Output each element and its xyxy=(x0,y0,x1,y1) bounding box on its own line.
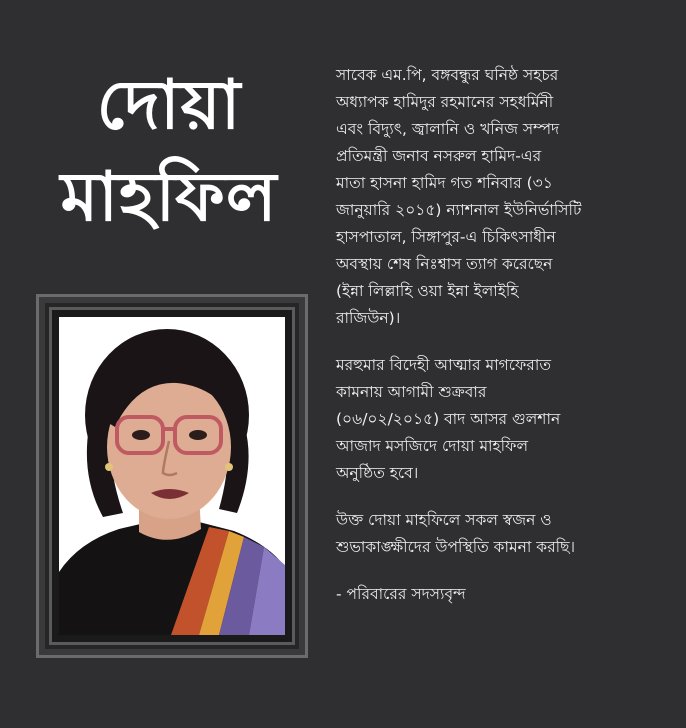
text-line: অনুষ্ঠিত হবে। xyxy=(336,464,419,482)
title-line-2: মাহফিল xyxy=(60,158,278,237)
text-line: (০৬/০২/২০১৫) বাদ আসর গুলশান xyxy=(336,410,561,428)
text-line: কামনায় আগামী শুক্রবার xyxy=(336,383,487,401)
text-line: সাবেক এম.পি, বঙ্গবন্ধুর ঘনিষ্ঠ সহচর xyxy=(336,66,559,84)
text-line: অবস্থায় শেষ নিঃশ্বাস ত্যাগ করেছেন xyxy=(336,255,553,273)
title-block xyxy=(28,60,310,244)
text-line: শুভাকাঙ্ক্ষীদের উপস্থিতি কামনা করছি। xyxy=(336,538,576,556)
text-line: মাতা হাসনা হামিদ গত শনিবার (৩১ xyxy=(336,174,553,192)
announcement-text xyxy=(336,62,666,608)
text-line: প্রতিমন্ত্রী জনাব নসরুল হামিদ-এর xyxy=(336,147,542,165)
text-line: এবং বিদ্যুৎ, জ্বালানি ও খনিজ সম্পদ xyxy=(336,120,560,138)
portrait-illustration xyxy=(59,317,285,635)
portrait-frame xyxy=(36,294,308,658)
paragraph-event xyxy=(336,352,666,487)
text-line: হাসপাতাল, সিঙ্গাপুর-এ চিকিৎসাধীন xyxy=(336,228,556,246)
text-line: (ইন্না লিল্লাহি ওয়া ইন্না ইলাইহি xyxy=(336,282,519,300)
signature: - পরিবারের সদস্যবৃন্দ xyxy=(336,585,466,603)
paragraph-obituary xyxy=(336,62,666,332)
text-line: উক্ত দোয়া মাহফিলে সকল স্বজন ও xyxy=(336,511,552,529)
text-line: মরহুমার বিদেহী আত্মার মাগফেরাত xyxy=(336,356,551,374)
title-line-1: দোয়া xyxy=(96,66,242,145)
text-line: জানুয়ারি ২০১৫) ন্যাশনাল ইউনির্ভাসিটি xyxy=(336,201,582,219)
text-line: রাজিউন)। xyxy=(336,309,401,327)
portrait-photo xyxy=(59,317,285,635)
paragraph-invitation xyxy=(336,507,666,561)
text-line: আজাদ মসজিদে দোয়া মাহফিল xyxy=(336,437,528,455)
text-line: অধ্যাপক হামিদুর রহমানের সহধর্মিনী xyxy=(336,93,554,111)
